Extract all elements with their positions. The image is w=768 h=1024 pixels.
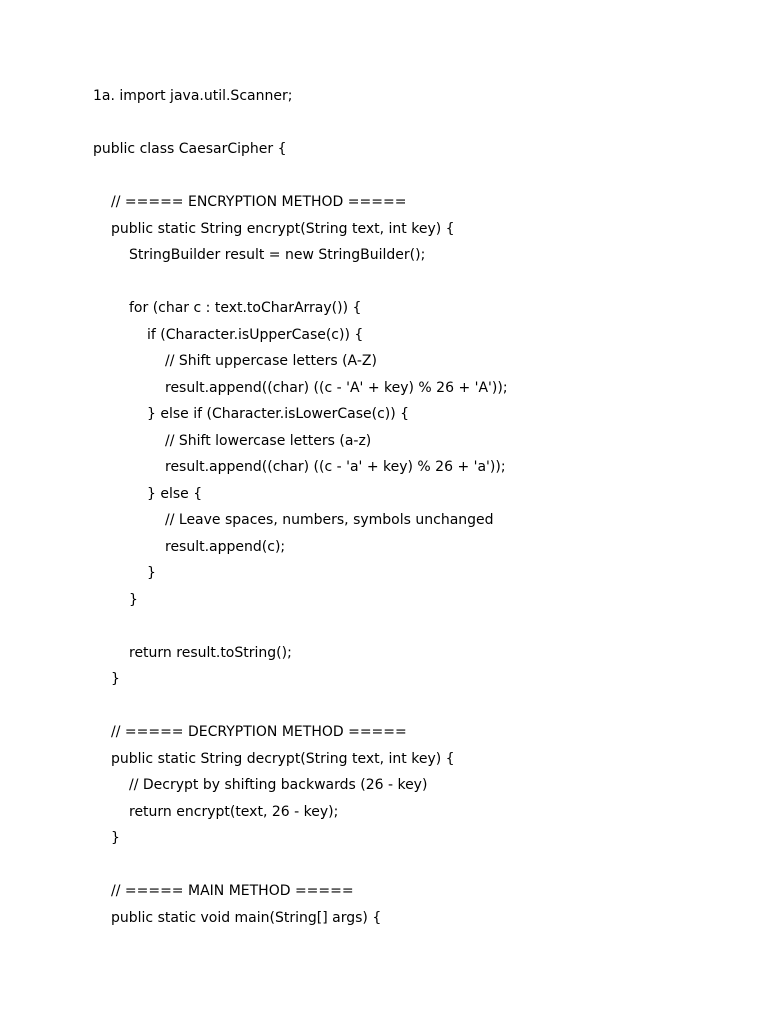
blank-line bbox=[93, 110, 733, 137]
blank-line bbox=[93, 613, 733, 640]
code-line: return result.toString(); bbox=[129, 644, 292, 661]
code-line: result.append((char) ((c - 'a' + key) % 26 + 'a')); bbox=[165, 459, 506, 475]
code-line: StringBuilder result = new StringBuilder(); bbox=[129, 247, 426, 263]
comment-line: // ===== ENCRYPTION METHOD ===== bbox=[111, 194, 407, 210]
code-line: } bbox=[111, 671, 120, 687]
comment-line: // ===== MAIN METHOD ===== bbox=[111, 883, 354, 899]
code-line: } bbox=[111, 830, 120, 846]
comment-line: // Shift lowercase letters (a-z) bbox=[165, 432, 372, 449]
code-line: } bbox=[147, 565, 156, 581]
code-line: for (char c : text.toCharArray()) { bbox=[129, 300, 362, 316]
comment-line: // Shift uppercase letters (A-Z) bbox=[165, 353, 377, 369]
code-line: } bbox=[129, 591, 138, 608]
blank-line bbox=[93, 852, 733, 879]
code-line: 1a. import java.util.Scanner; bbox=[93, 88, 293, 104]
code-line: public static String encrypt(String text, int key) { bbox=[111, 220, 455, 237]
blank-line bbox=[93, 269, 733, 296]
code-line: } else { bbox=[147, 485, 203, 502]
code-line: if (Character.isUpperCase(c)) { bbox=[147, 326, 364, 343]
comment-line: // ===== DECRYPTION METHOD ===== bbox=[111, 724, 407, 740]
blank-line bbox=[93, 693, 733, 720]
comment-line: // Leave spaces, numbers, symbols unchanged bbox=[165, 512, 494, 528]
code-line: public static void main(String[] args) { bbox=[111, 909, 382, 926]
code-line: } else if (Character.isLowerCase(c)) { bbox=[147, 406, 410, 422]
code-line: public class CaesarCipher { bbox=[93, 141, 287, 157]
comment-line: // Decrypt by shifting backwards (26 - key) bbox=[129, 777, 428, 793]
code-line: result.append(c); bbox=[165, 538, 286, 555]
code-line: result.append((char) ((c - 'A' + key) % 26 + 'A')); bbox=[165, 379, 508, 396]
blank-line bbox=[93, 163, 733, 190]
code-line: return encrypt(text, 26 - key); bbox=[129, 803, 339, 820]
code-listing bbox=[93, 83, 733, 931]
code-line: public static String decrypt(String text, int key) { bbox=[111, 750, 455, 767]
